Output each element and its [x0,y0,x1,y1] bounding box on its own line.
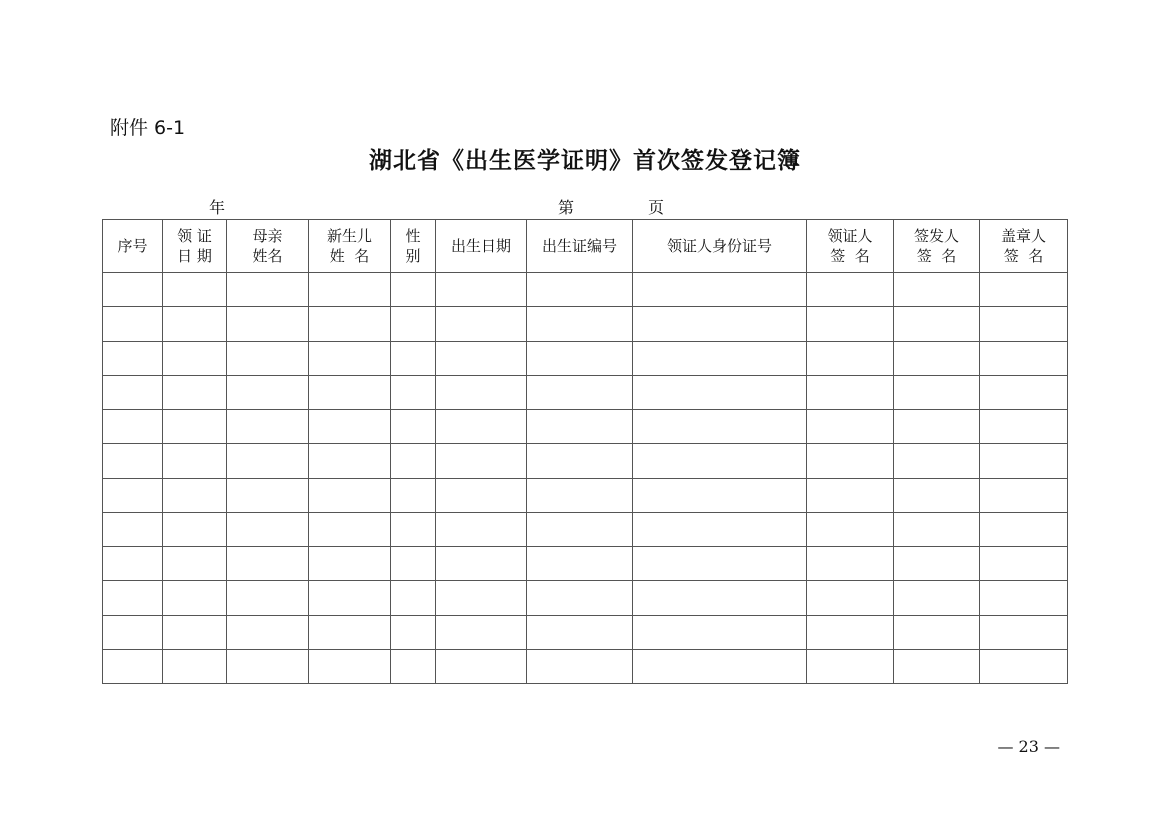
table-row [103,273,1068,307]
table-cell [391,512,436,546]
table-cell [980,375,1068,409]
attachment-label: 附件 6-1 [110,117,186,139]
table-row [103,512,1068,546]
table-cell [436,273,527,307]
table-cell [894,581,980,615]
table-cell [807,273,894,307]
table-cell [894,444,980,478]
table-cell [391,444,436,478]
table-cell [163,341,227,375]
table-cell [309,307,391,341]
page-title: 湖北省《出生医学证明》首次签发登记簿 [369,147,801,174]
table-cell [980,410,1068,444]
table-cell [527,375,633,409]
table-cell [894,649,980,683]
table-row [103,547,1068,581]
table-cell [163,444,227,478]
column-header-line: 出生日期 [450,237,511,255]
table-cell [436,547,527,581]
table-cell [391,547,436,581]
table-cell [807,615,894,649]
table-cell [163,375,227,409]
table-cell [227,547,309,581]
table-cell [894,273,980,307]
column-header [980,220,1068,273]
table-cell [163,273,227,307]
table-cell [807,581,894,615]
table-cell [227,478,309,512]
table-header-row [103,220,1068,273]
table-cell [391,649,436,683]
table-cell [633,410,807,444]
table-cell [309,649,391,683]
table-cell [436,478,527,512]
column-header-line: 出生证编号 [541,237,617,255]
table-cell [309,547,391,581]
table-cell [633,375,807,409]
table-cell [527,649,633,683]
table-row [103,478,1068,512]
table-cell [894,410,980,444]
table-cell [527,547,633,581]
table-cell [163,547,227,581]
table-cell [807,649,894,683]
table-cell [103,547,163,581]
table-cell [227,273,309,307]
table-cell [309,375,391,409]
table-cell [980,307,1068,341]
table-cell [527,444,633,478]
table-cell [633,512,807,546]
table-cell [633,307,807,341]
column-header-line: 姓 名 [329,247,370,265]
table-cell [807,478,894,512]
table-cell [163,615,227,649]
table-cell [527,615,633,649]
table-cell [103,307,163,341]
table-cell [633,341,807,375]
table-cell [103,444,163,478]
table-cell [527,307,633,341]
table-cell [391,478,436,512]
column-header-line: 新生儿 [326,227,372,245]
column-header-line: 领证人 [827,227,873,245]
table-cell [807,547,894,581]
column-header [103,220,163,273]
table-cell [436,444,527,478]
table-cell [227,410,309,444]
table-cell [527,341,633,375]
table-cell [633,547,807,581]
column-header-line: 别 [405,247,421,265]
column-header [527,220,633,273]
table-cell [980,581,1068,615]
registration-table [102,219,1068,684]
table-cell [980,649,1068,683]
table-cell [391,341,436,375]
table-cell [980,341,1068,375]
table-cell [103,478,163,512]
table-cell [527,273,633,307]
table-cell [103,615,163,649]
table-cell [391,375,436,409]
table-cell [227,444,309,478]
table-cell [227,581,309,615]
table-cell [527,512,633,546]
table-cell [391,273,436,307]
table-cell [227,615,309,649]
table-cell [309,581,391,615]
table-cell [894,307,980,341]
table-cell [227,341,309,375]
column-header-line: 签 名 [1003,247,1044,265]
column-header [391,220,436,273]
table-cell [227,307,309,341]
column-header-line: 签 名 [830,247,870,265]
column-header [163,220,227,273]
table-cell [807,375,894,409]
table-cell [227,512,309,546]
column-header-line: 领证人身份证号 [666,237,772,255]
table-cell [436,410,527,444]
table-cell [227,375,309,409]
column-header-line: 性 [405,227,421,245]
table-cell [436,649,527,683]
table-cell [163,307,227,341]
table-cell [227,649,309,683]
table-cell [633,444,807,478]
column-header-line: 母亲 [252,227,283,245]
table-cell [103,375,163,409]
column-header-line: 日 期 [177,247,212,265]
table-cell [163,478,227,512]
table-cell [633,581,807,615]
table-cell [894,615,980,649]
page-ordinal-label: 第 [558,198,575,217]
column-header-line: 签 名 [916,247,957,265]
table-cell [391,615,436,649]
table-cell [807,307,894,341]
table-cell [894,341,980,375]
table-cell [309,478,391,512]
table-cell [103,273,163,307]
column-header [807,220,894,273]
table-cell [894,547,980,581]
page-number: — 23 — [997,737,1060,756]
column-header [309,220,391,273]
table-cell [309,410,391,444]
table-cell [980,273,1068,307]
table-cell [980,547,1068,581]
table-cell [163,649,227,683]
table-cell [894,375,980,409]
column-header [227,220,309,273]
table-cell [633,273,807,307]
year-label: 年 [209,198,226,217]
table-cell [391,410,436,444]
table-cell [103,410,163,444]
column-header-line: 盖章人 [1000,227,1046,245]
column-header [633,220,807,273]
table-cell [980,478,1068,512]
table-cell [527,478,633,512]
table-cell [163,581,227,615]
table-cell [103,512,163,546]
table-cell [894,478,980,512]
table-cell [163,512,227,546]
table-cell [980,512,1068,546]
table-cell [894,512,980,546]
table-cell [807,444,894,478]
table-row [103,375,1068,409]
table-cell [309,444,391,478]
table-row [103,581,1068,615]
table-cell [309,273,391,307]
table-cell [163,410,227,444]
table-row [103,410,1068,444]
column-header-line: 姓名 [252,247,283,265]
table-cell [527,581,633,615]
table-cell [103,649,163,683]
table-cell [436,375,527,409]
table-cell [527,410,633,444]
table-cell [103,341,163,375]
table-cell [807,341,894,375]
table-cell [309,615,391,649]
table-cell [633,649,807,683]
column-header-line: 序号 [117,237,148,255]
column-header-line: 签发人 [913,227,959,245]
table-row [103,615,1068,649]
table-cell [807,410,894,444]
column-header [436,220,527,273]
table-cell [391,581,436,615]
table-cell [633,615,807,649]
table-row [103,307,1068,341]
table-cell [436,512,527,546]
table-cell [436,341,527,375]
table-cell [807,512,894,546]
column-header-line: 领 证 [177,227,212,245]
table-row [103,341,1068,375]
table-cell [309,512,391,546]
table-row [103,444,1068,478]
table-cell [436,581,527,615]
table-row [103,649,1068,683]
table-cell [309,341,391,375]
table-cell [436,307,527,341]
table-cell [436,615,527,649]
page-unit-label: 页 [648,198,665,217]
table-cell [391,307,436,341]
table-cell [633,478,807,512]
column-header [894,220,980,273]
table-cell [103,581,163,615]
table-cell [980,444,1068,478]
table-cell [980,615,1068,649]
